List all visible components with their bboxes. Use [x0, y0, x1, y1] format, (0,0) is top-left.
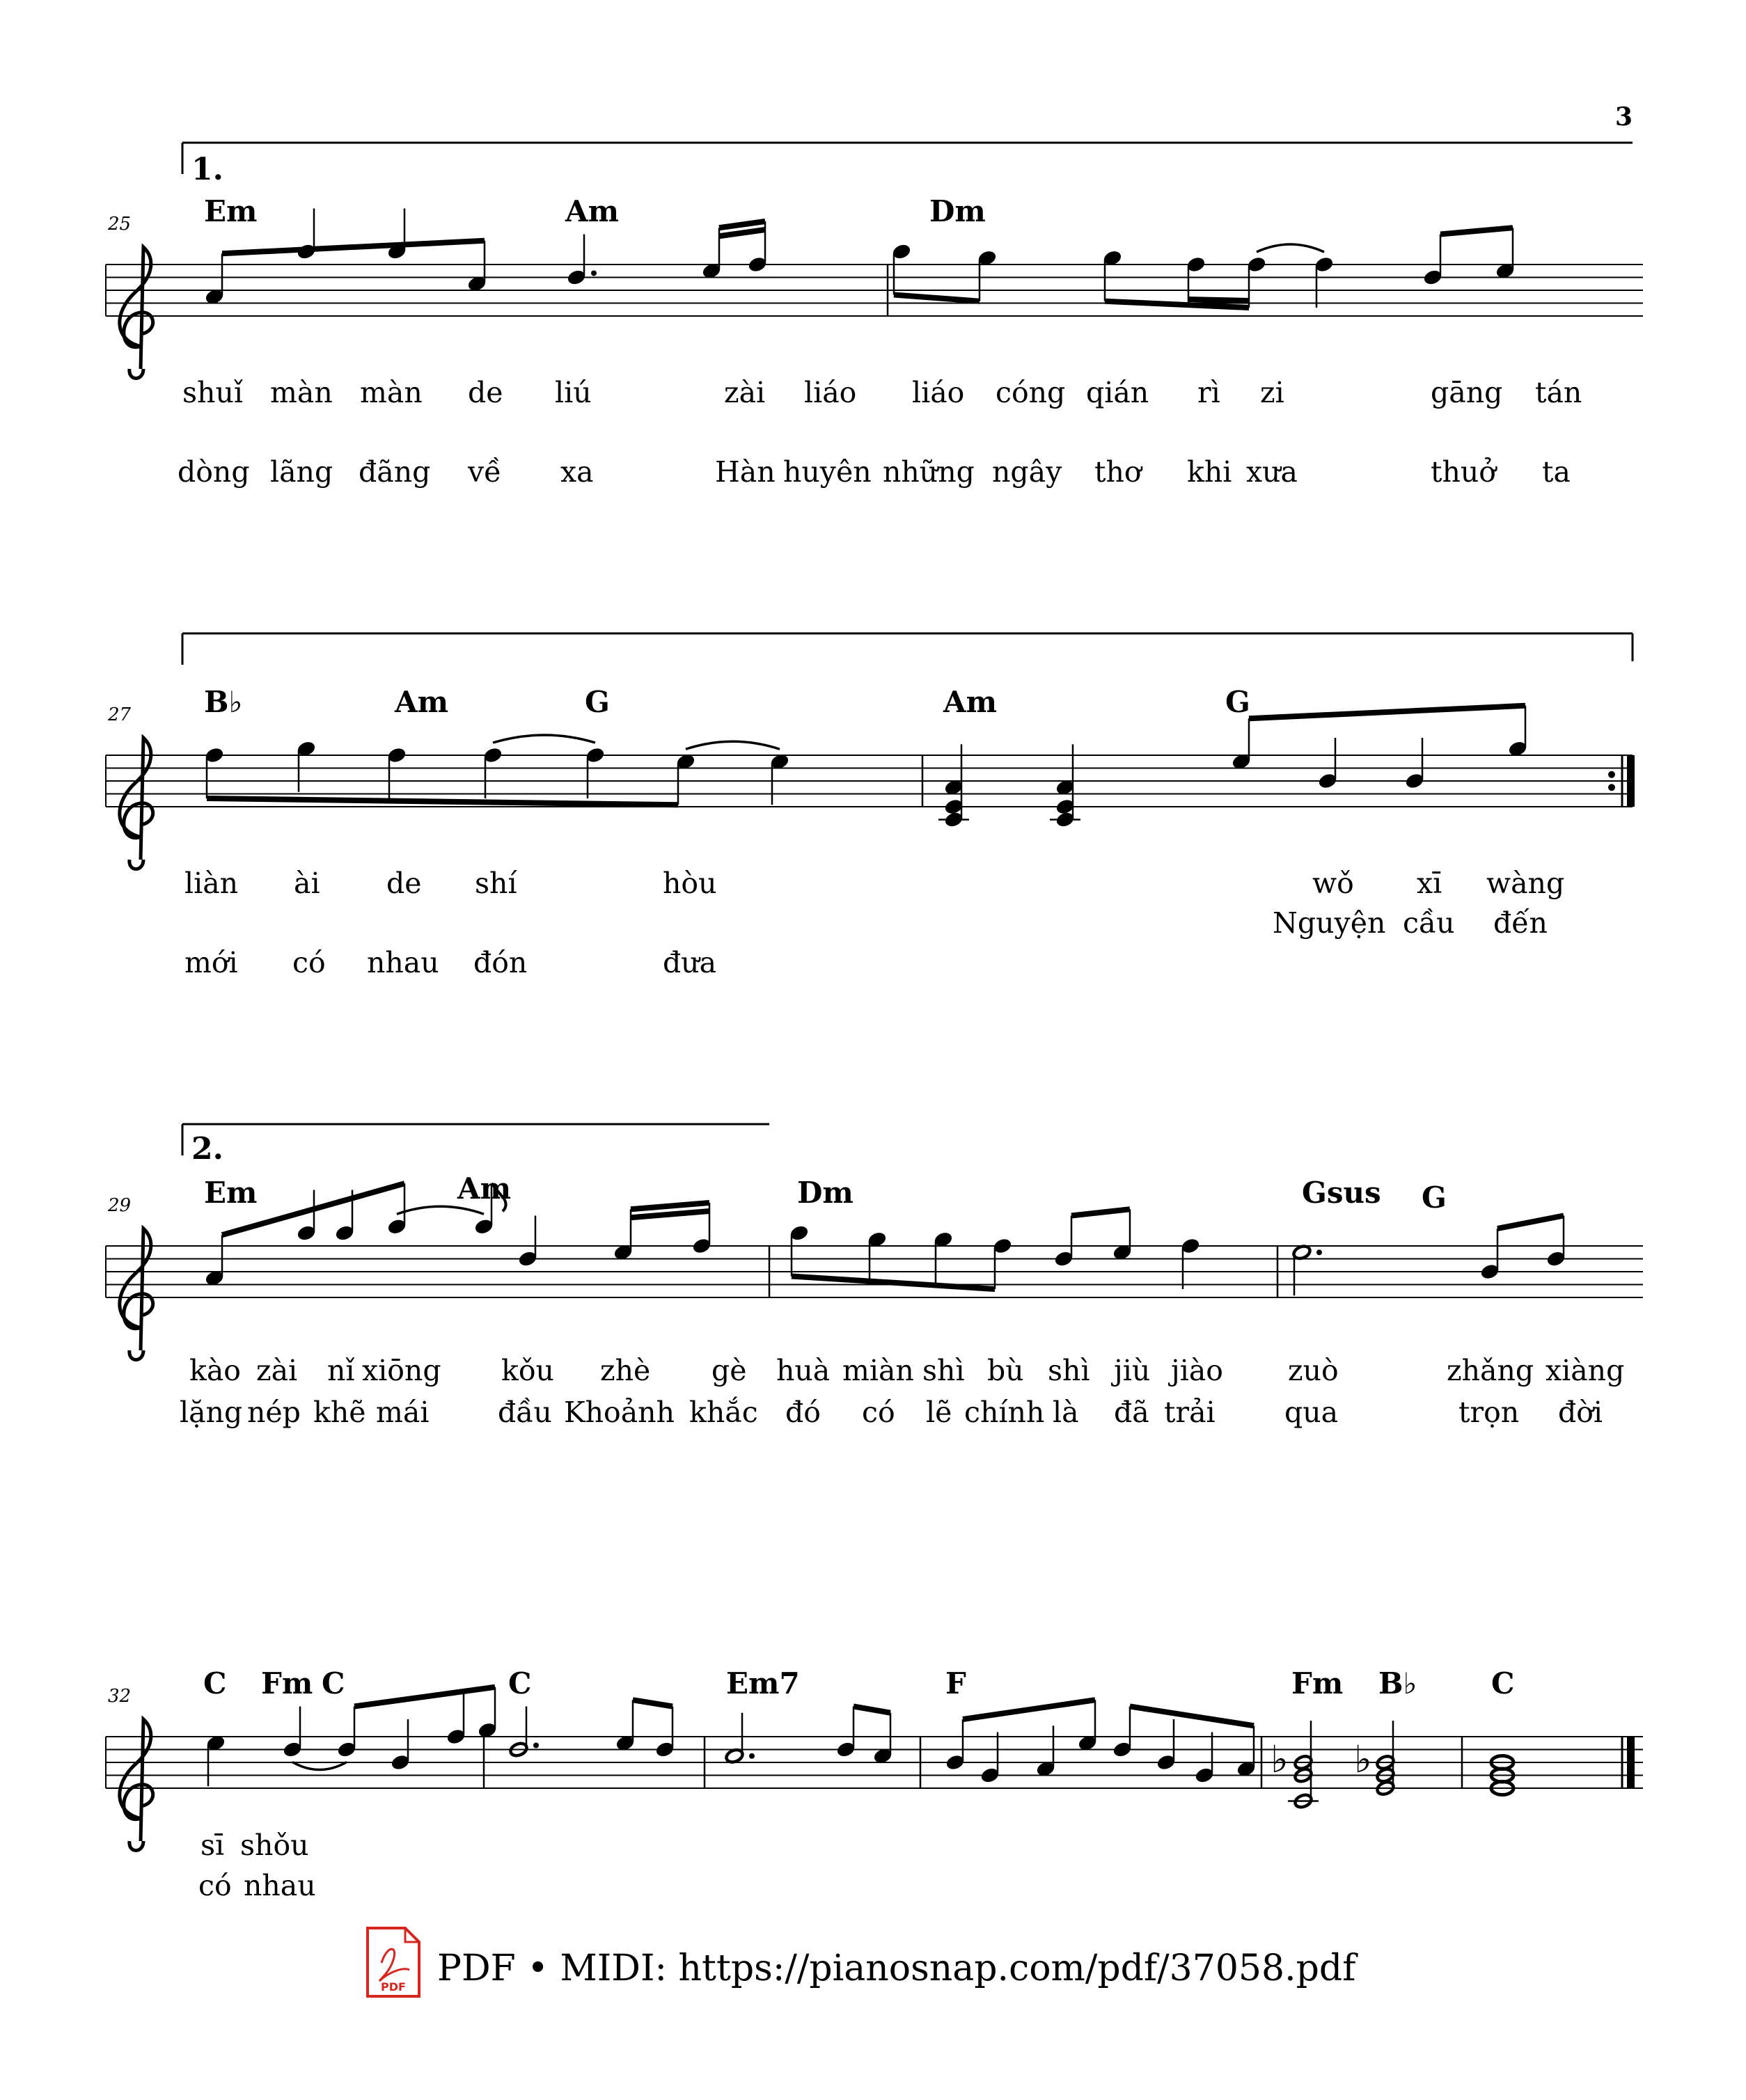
lyric-syllable: đến — [1493, 906, 1548, 940]
chord-symbols — [204, 194, 986, 228]
tie — [397, 1206, 484, 1214]
staff — [106, 265, 1643, 316]
lyric-syllable: bù — [987, 1354, 1024, 1387]
lyric-syllable: trải — [1164, 1396, 1216, 1429]
lyric-syllable: Khoảnh — [564, 1396, 675, 1429]
beam — [1440, 228, 1513, 234]
lyric-syllable: nhau — [367, 946, 439, 979]
beam — [719, 230, 765, 236]
chord-symbols — [203, 1666, 1514, 1700]
lyric-syllable: Hàn — [715, 455, 776, 489]
lyric-syllable: hòu — [663, 867, 717, 900]
lyric-syllable: de — [468, 376, 503, 409]
lyrics-verse-2 — [198, 1869, 316, 1902]
chord-symbol: Am — [943, 685, 998, 719]
lyric-syllable: khi — [1187, 455, 1232, 489]
lyric-syllable: nǐ — [327, 1354, 355, 1387]
lyric-syllable: đời — [1558, 1396, 1603, 1429]
staff — [106, 1246, 1643, 1297]
treble-clef — [120, 247, 153, 379]
chord-symbol: C — [1491, 1666, 1515, 1700]
lyric-syllable: nép — [247, 1396, 301, 1429]
chord-symbol: Em — [204, 1176, 258, 1210]
lyric-syllable: xī — [1417, 867, 1442, 900]
beam — [854, 1707, 890, 1713]
measure-number: 27 — [108, 704, 132, 725]
beam — [1497, 1216, 1564, 1229]
lyric-syllable: khẽ — [313, 1396, 366, 1429]
lyric-syllable: qián — [1086, 376, 1149, 409]
chord-symbol: Am — [395, 685, 449, 719]
lyric-syllable: zhǎng — [1447, 1354, 1534, 1387]
lyric-syllable: lặng — [180, 1396, 243, 1429]
lyric-syllable: ta — [1542, 455, 1571, 489]
measure-number: 32 — [108, 1686, 132, 1707]
lyric-syllable: miàn — [842, 1354, 914, 1387]
tie — [1257, 244, 1324, 252]
chord-symbol: G — [1422, 1181, 1447, 1215]
lyric-syllable: xiōng — [362, 1354, 441, 1387]
lyric-syllable: liáo — [804, 376, 857, 409]
chord-symbol: Fm — [1291, 1666, 1344, 1700]
lyric-syllable: màn — [360, 376, 423, 409]
chord-symbol: C — [203, 1666, 227, 1700]
chord-symbols — [204, 685, 1250, 719]
lyric-syllable: thuở — [1431, 455, 1496, 489]
lyric-syllable: shǒu — [240, 1829, 309, 1862]
lyric-syllable: jiù — [1114, 1354, 1151, 1387]
chord-symbol: Dm — [929, 194, 986, 228]
tie — [493, 735, 595, 743]
beam — [1249, 706, 1525, 719]
lyric-syllable: có — [862, 1396, 895, 1429]
lyric-syllable: đãng — [359, 455, 431, 489]
beam — [719, 221, 765, 228]
staves — [106, 247, 1643, 1851]
lyric-syllable: zi — [1260, 376, 1284, 409]
chord-symbol: Fm — [261, 1666, 313, 1700]
pdf-icon-label: PDF — [381, 1980, 406, 1994]
lyrics-verse-2 — [178, 455, 1571, 489]
lyric-syllable: là — [1053, 1396, 1079, 1429]
lyric-syllable: đầu — [498, 1396, 552, 1429]
chord-symbol: G — [1225, 685, 1250, 719]
lyric-syllable: màn — [270, 376, 333, 409]
chord-symbol: Gsus — [1302, 1176, 1381, 1210]
chord-symbol: B♭ — [1378, 1666, 1417, 1700]
beam — [354, 1687, 495, 1707]
chord-symbol: B♭ — [204, 685, 243, 719]
augmentation-dot — [533, 1743, 539, 1748]
lyric-syllable: huà — [776, 1354, 831, 1387]
lyric-syllable: sī — [200, 1829, 225, 1862]
lyric-syllable: đưa — [663, 946, 717, 979]
treble-clef — [120, 738, 153, 869]
lyric-syllable: liáo — [912, 376, 965, 409]
treble-clef — [120, 1719, 153, 1851]
lyric-syllable: shuǐ — [182, 376, 243, 409]
chord-symbol: Am — [565, 194, 620, 228]
chord-symbols — [204, 1171, 1447, 1215]
lyrics-verse-1 — [189, 1354, 1624, 1387]
beam — [631, 1211, 709, 1217]
lyric-syllable: rì — [1197, 376, 1220, 409]
lyric-syllable: huyên — [783, 455, 872, 489]
lyric-syllable: wǒ — [1312, 867, 1354, 900]
beam — [222, 241, 485, 254]
chord-symbol: C — [508, 1666, 532, 1700]
lyric-syllable: có — [292, 946, 326, 979]
lyric-syllable: có — [198, 1869, 232, 1902]
repeat-dot — [1608, 784, 1615, 791]
staff — [106, 1737, 1643, 1788]
lyric-syllable: những — [883, 455, 975, 489]
chord-symbol: F — [945, 1666, 966, 1700]
lyric-syllable: trọn — [1458, 1396, 1520, 1429]
pdf-file-icon — [368, 1928, 419, 1996]
lyric-syllable: liú — [555, 376, 592, 409]
lyric-syllable: xưa — [1246, 455, 1298, 489]
measure-number: 25 — [108, 214, 132, 235]
beam — [207, 798, 678, 805]
lyric-syllable: mới — [184, 946, 238, 979]
volta-label: 1. — [191, 152, 223, 187]
chord-symbol: Em — [204, 194, 258, 228]
chord-symbol: G — [585, 685, 610, 719]
page-number: 3 — [1614, 102, 1633, 132]
lyric-syllable: đón — [473, 946, 528, 979]
lyric-syllable: thơ — [1094, 455, 1142, 489]
lyric-syllable: khắc — [689, 1396, 758, 1429]
lyric-syllable: gāng — [1431, 376, 1503, 409]
lyrics-verse-1 — [200, 1829, 309, 1862]
chord-symbol: Am — [457, 1171, 512, 1206]
lyric-syllable: lẽ — [926, 1396, 952, 1429]
lyric-syllable: nhau — [244, 1869, 316, 1902]
beam — [633, 1700, 673, 1706]
lyric-syllable: Nguyện — [1273, 906, 1386, 940]
lyric-syllable: tán — [1535, 376, 1582, 409]
beam — [1071, 1209, 1130, 1215]
lyric-syllable: zuò — [1288, 1354, 1339, 1387]
beam — [1130, 1707, 1254, 1726]
lyric-syllable: gè — [711, 1354, 747, 1387]
pdf-midi-link-text[interactable]: PDF • MIDI: https://pianosnap.com/pdf/37058.pdf — [437, 1948, 1356, 1989]
measure-number: 29 — [108, 1195, 132, 1216]
tie — [292, 1762, 347, 1770]
volta-label: 2. — [191, 1131, 223, 1167]
lyric-syllable: wàng — [1486, 867, 1565, 900]
lyric-syllable: cóng — [996, 376, 1066, 409]
pdf-link[interactable] — [368, 1928, 1358, 1996]
beam — [963, 1700, 1095, 1719]
lyric-syllable: lãng — [270, 455, 333, 489]
lyric-syllable: kǒu — [501, 1354, 554, 1387]
lyric-syllable: mái — [376, 1396, 430, 1429]
beam — [792, 1277, 995, 1290]
tie — [686, 741, 780, 749]
lyrics-verse-2 — [180, 1396, 1603, 1429]
lyric-syllable: zài — [256, 1354, 298, 1387]
lyric-syllable: xa — [560, 455, 594, 489]
lyrics-verse-1 — [182, 376, 1582, 409]
final-barline-thick — [1627, 755, 1635, 807]
lyric-syllable: dòng — [178, 455, 250, 489]
augmentation-dot — [749, 1753, 755, 1759]
lyrics-verse-2 — [184, 906, 1548, 979]
lyric-syllable: cầu — [1403, 906, 1455, 940]
lyric-syllable: zhè — [600, 1354, 651, 1387]
chord-symbol: C — [322, 1666, 345, 1700]
flat-sign: ♭ — [1354, 1737, 1372, 1781]
lyric-syllable: jiào — [1171, 1354, 1223, 1387]
lyric-syllable: shì — [922, 1354, 965, 1387]
beam — [1188, 299, 1249, 301]
lyric-syllable: de — [386, 867, 422, 900]
final-barline-thick — [1627, 1737, 1635, 1788]
lyric-syllable: ngây — [992, 455, 1062, 489]
lyric-syllable: shì — [1048, 1354, 1090, 1387]
lyric-syllable: kào — [189, 1354, 241, 1387]
augmentation-dot — [1316, 1249, 1322, 1255]
lyric-syllable: đã — [1114, 1396, 1149, 1429]
beam — [631, 1203, 709, 1209]
flat-sign: ♭ — [1271, 1737, 1289, 1781]
lyric-syllable: zài — [724, 376, 766, 409]
augmentation-dot — [591, 271, 597, 276]
lyric-syllable: về — [468, 455, 502, 489]
beam — [894, 295, 980, 301]
chord-symbol: Em7 — [726, 1666, 800, 1700]
lyric-syllable: đó — [785, 1396, 821, 1429]
lyric-syllable: qua — [1284, 1396, 1339, 1429]
lyric-syllable: liàn — [184, 867, 239, 900]
lyric-syllable: shí — [475, 867, 517, 900]
repeat-dot — [1608, 771, 1615, 778]
lyric-syllable: xiàng — [1546, 1354, 1625, 1387]
lyrics-verse-1 — [184, 867, 1564, 900]
treble-clef — [120, 1229, 153, 1360]
lyric-syllable: chính — [964, 1396, 1045, 1429]
chord-symbol: Dm — [797, 1176, 854, 1210]
lyric-syllable: ài — [294, 867, 320, 900]
